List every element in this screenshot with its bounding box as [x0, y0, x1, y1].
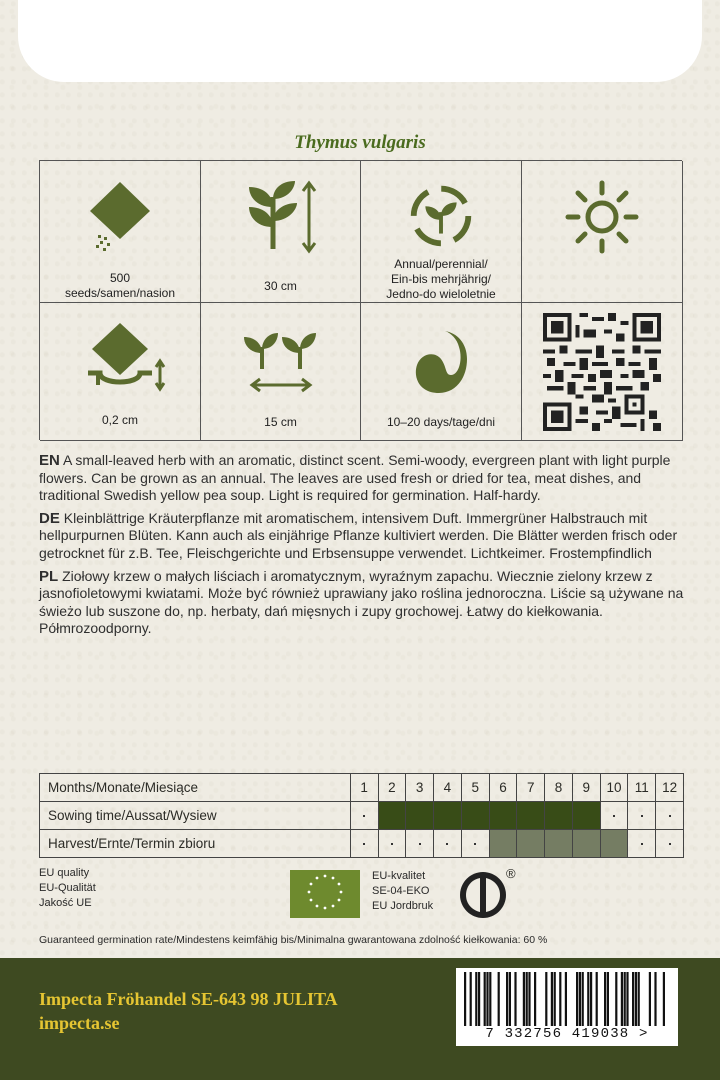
barcode-bar — [565, 972, 567, 1026]
lifecycle-cell — [361, 161, 522, 303]
harvest-month-6 — [489, 830, 517, 858]
barcode-bar — [615, 972, 617, 1026]
lifecycle-de: Ein-bis mehrjährig/ — [390, 272, 492, 286]
barcode-bar — [621, 972, 623, 1026]
barcode-number: 7 332756 419038 > — [485, 1026, 649, 1042]
seed-count-label — [65, 271, 175, 301]
organic-cert-line3: EU Jordbruk — [372, 900, 434, 912]
month-1: 1 — [350, 774, 378, 802]
eu-quality-text — [39, 866, 96, 911]
barcode-bar — [587, 972, 589, 1026]
barcode-bar — [464, 972, 466, 1026]
month-3: 3 — [406, 774, 434, 802]
harvest-month-10 — [600, 830, 628, 858]
lang-code-de: DE — [39, 509, 60, 527]
eu-quality-pl: Jakość UE — [39, 897, 92, 909]
seed-count: 500 — [109, 271, 130, 285]
plant-spacing-cell — [201, 303, 361, 441]
lang-code-en: EN — [39, 452, 60, 469]
barcode-bar — [478, 972, 480, 1026]
organic-cert-code: SE-04-EKO — [372, 885, 430, 897]
seed-count-unit: seeds/samen/nasion — [64, 286, 176, 300]
barcode — [456, 968, 678, 1046]
germination-label: 10–20 days/tage/dni — [386, 415, 496, 429]
barcode-bar — [509, 972, 511, 1026]
barcode-bar — [663, 972, 665, 1026]
barcode-bar — [607, 972, 609, 1026]
seed-count-cell — [40, 161, 201, 303]
description-pl — [39, 568, 684, 638]
month-5: 5 — [461, 774, 489, 802]
lifecycle-en: Annual/perennial/ — [394, 257, 488, 271]
barcode-bar — [551, 972, 553, 1026]
harvest-month-2 — [378, 830, 406, 858]
month-6: 6 — [489, 774, 517, 802]
barcode-bar — [654, 972, 656, 1026]
description-pl-text: Ziołowy krzew o małych liściach i aromatycznym, wyraźnym zapachu. Wiecznie zielony krzew z jasnofioletowymi kwiatami. Może być również uprawiany jako roślina jednoroczna. Liście są używane na świeżo lub suszone do, np. herbaty, dań mięsnych i zupy grochowej. Łatwy do kiełkowania. Półmrozoodporny. — [39, 567, 684, 637]
sowing-label: Sowing time/Aussat/Wysiew — [40, 802, 351, 830]
seed-packet-icon — [80, 177, 160, 257]
barcode-bar — [475, 972, 477, 1026]
harvest-month-5 — [461, 830, 489, 858]
green-dot-icon — [458, 870, 508, 920]
plant-height-cell — [201, 161, 361, 303]
plant-spacing-icon — [236, 319, 326, 399]
description-en-text: A small-leaved herb with an aromatic, distinct scent. Semi-woody, evergreen plant with light purple flowers. Can be grown as an annual. The leaves are used fresh or dried for tea, meat dishes, and traditional Swedish yellow pea soup. Light is required for germination. Half-hardy. — [39, 452, 671, 504]
harvest-month-9 — [572, 830, 600, 858]
barcode-bar — [635, 972, 637, 1026]
barcode-bar — [626, 972, 628, 1026]
lang-code-pl: PL — [39, 567, 59, 585]
sun-cell — [522, 161, 683, 303]
barcode-bar — [484, 972, 486, 1026]
sowing-month-10 — [600, 802, 628, 830]
harvest-month-1 — [350, 830, 378, 858]
month-7: 7 — [517, 774, 545, 802]
sowing-depth-icon — [70, 319, 170, 399]
sowing-month-2 — [378, 802, 406, 830]
barcode-bar — [498, 972, 500, 1026]
lifecycle-pl: Jedno-do wieloletnie — [386, 287, 496, 301]
eu-quality-en: EU quality — [39, 867, 90, 879]
sowing-month-7 — [517, 802, 545, 830]
barcode-bar — [489, 972, 491, 1026]
month-12: 12 — [656, 774, 684, 802]
germination-cell — [361, 303, 522, 441]
barcode-bar — [554, 972, 556, 1026]
sowing-month-4 — [434, 802, 462, 830]
month-11: 11 — [628, 774, 656, 802]
sowing-month-6 — [489, 802, 517, 830]
harvest-month-12 — [656, 830, 684, 858]
plant-height-label: 30 cm — [264, 279, 297, 293]
calendar-harvest-row — [40, 830, 684, 858]
sowing-calendar — [39, 773, 684, 858]
sowing-month-3 — [406, 802, 434, 830]
registered-mark: ® — [506, 866, 516, 881]
barcode-bar — [545, 972, 547, 1026]
barcode-bar — [534, 972, 536, 1026]
germination-guarantee: Guaranteed germination rate/Mindestens keimfähig bis/Minimalna gwarantowana zdolność kiełkowania: 60 % — [39, 934, 548, 946]
barcode-bar — [582, 972, 584, 1026]
sun-icon — [562, 177, 642, 257]
harvest-month-4 — [434, 830, 462, 858]
harvest-month-8 — [545, 830, 573, 858]
barcode-bar — [590, 972, 592, 1026]
company-info — [39, 987, 338, 1035]
sowing-depth-label: 0,2 cm — [101, 413, 138, 427]
description-en — [39, 452, 684, 505]
harvest-month-7 — [517, 830, 545, 858]
barcode-bars — [456, 972, 678, 1028]
harvest-month-11 — [628, 830, 656, 858]
germination-icon — [401, 319, 481, 399]
organic-cert-text — [372, 869, 433, 914]
barcode-bar — [514, 972, 516, 1026]
qr-code-icon[interactable] — [543, 313, 661, 431]
barcode-bar — [624, 972, 626, 1026]
lifecycle-label — [386, 257, 495, 302]
calendar-months-row — [40, 774, 684, 802]
certification-row — [39, 866, 684, 926]
plant-spacing-label: 15 cm — [264, 415, 297, 429]
description-de-text: Kleinblättrige Kräuterpflanze mit aromatischem, intensivem Duft. Immergrüner Halbstrauch mit hellpurpurnen Blüten. Kann auch als einjährige Pflanze kultiviert werden. Die Blätter werden frisch oder getrocknet für z.B. Tee, Fleischgerichte und Erbsensuppe verwendet. Lichtkeimer. Frostempfindlich — [39, 509, 678, 561]
calendar-sowing-row — [40, 802, 684, 830]
barcode-bar — [649, 972, 651, 1026]
qr-cell — [522, 303, 683, 441]
sowing-month-12 — [656, 802, 684, 830]
company-address: Impecta Fröhandel SE-643 98 JULITA — [39, 989, 338, 1009]
sowing-depth-cell — [40, 303, 201, 441]
sowing-month-5 — [461, 802, 489, 830]
hang-tab — [18, 0, 702, 82]
growing-info-grid — [39, 160, 682, 440]
eu-organic-leaf-logo — [290, 870, 360, 918]
barcode-bar — [470, 972, 472, 1026]
barcode-bar — [528, 972, 530, 1026]
barcode-bar — [604, 972, 606, 1026]
description-de — [39, 510, 684, 563]
cycle-icon — [401, 177, 481, 255]
month-10: 10 — [600, 774, 628, 802]
species-title: Thymus vulgaris — [294, 132, 426, 153]
month-4: 4 — [434, 774, 462, 802]
month-9: 9 — [572, 774, 600, 802]
barcode-bar — [486, 972, 488, 1026]
sowing-month-1 — [350, 802, 378, 830]
barcode-bar — [632, 972, 634, 1026]
eu-quality-de: EU-Qualität — [39, 882, 96, 894]
organic-cert-line1: EU-kvalitet — [372, 870, 426, 882]
barcode-bar — [638, 972, 640, 1026]
description-section — [39, 452, 684, 643]
plant-height-icon — [241, 177, 321, 257]
barcode-bar — [579, 972, 581, 1026]
company-website[interactable]: impecta.se — [39, 1013, 120, 1033]
barcode-bar — [559, 972, 561, 1026]
barcode-bar — [526, 972, 528, 1026]
month-8: 8 — [545, 774, 573, 802]
barcode-bar — [596, 972, 598, 1026]
month-2: 2 — [378, 774, 406, 802]
barcode-bar — [523, 972, 525, 1026]
sowing-month-11 — [628, 802, 656, 830]
months-label: Months/Monate/Miesiące — [40, 774, 351, 802]
barcode-bar — [576, 972, 578, 1026]
barcode-bar — [506, 972, 508, 1026]
sowing-month-9 — [572, 802, 600, 830]
harvest-label: Harvest/Ernte/Termin zbioru — [40, 830, 351, 858]
sowing-month-8 — [545, 802, 573, 830]
harvest-month-3 — [406, 830, 434, 858]
